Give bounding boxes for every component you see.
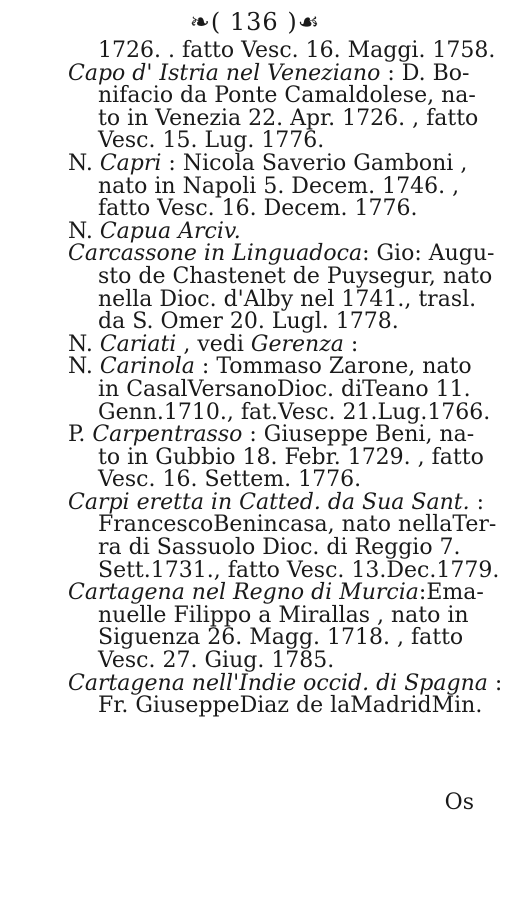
roman-text: : D. Bo- [380, 60, 470, 86]
page-header: ❧( 136 )☙ [189, 8, 321, 36]
text-line-entry [68, 670, 503, 696]
italic-text: Capri [99, 150, 162, 176]
text-line-entry [68, 331, 488, 357]
text-line-continuation [68, 650, 488, 673]
text-line-entry [68, 582, 488, 605]
roman-text: nifacio da Ponte Camaldolese, na- [98, 83, 476, 109]
roman-text: N. [68, 218, 100, 244]
roman-text: fatto Vesc. 16. Decem. 1776. [98, 196, 418, 222]
roman-text: : [343, 331, 359, 357]
roman-text: sto de Chastenet de Puysegur, nato [98, 263, 493, 289]
roman-text: Vesc. 27. Giug. 1785. [98, 648, 335, 674]
italic-text: Capo d' Istria nel Veneziano [68, 60, 381, 86]
roman-text: : Tommaso Zarone, nato [194, 354, 472, 380]
text-line-continuation [68, 469, 488, 492]
roman-text: N. [68, 331, 100, 357]
text-line-continuation [68, 263, 493, 289]
italic-text: Cartagena nel Regno di Murcia [68, 580, 419, 606]
roman-text: : [487, 670, 503, 696]
text-line-continuation [68, 85, 488, 108]
roman-text: to in Gubbio 18. Febr. 1729. , fatto [98, 444, 484, 470]
text-line-continuation [68, 557, 500, 583]
ornament-left-icon: ❧ [189, 8, 211, 36]
roman-text: nato in Napoli 5. Decem. 1746. , [98, 173, 460, 199]
italic-text: Carcassone in Linguadoca [68, 241, 363, 267]
italic-text: Cariati [99, 331, 177, 357]
italic-text: Carpi eretta in Catted. da Sua Sant. [68, 489, 470, 515]
roman-text: Siguenza 26. Magg. 1718. , fatto [98, 625, 464, 651]
roman-text: Genn.1710., fat.Vesc. 21.Lug.1766. [98, 399, 491, 425]
roman-text: P. [68, 422, 93, 448]
roman-text: da S. Omer 20. Lugl. 1778. [98, 309, 399, 335]
text-line-continuation [68, 399, 491, 425]
text-line-continuation [68, 627, 488, 650]
text-line-entry [68, 424, 488, 447]
text-line-continuation [68, 695, 488, 718]
roman-text: nella Dioc. d'Alby nel 1741., trasl. [98, 286, 477, 312]
roman-text: : Nicola Saverio Gamboni , [161, 150, 468, 176]
text-line-entry [68, 241, 495, 267]
roman-text: : Gio: Augu- [362, 241, 495, 267]
italic-text: Gerenza [250, 331, 344, 357]
roman-text: N. [68, 354, 100, 380]
roman-text: Sett.1731., fatto Vesc. 13.Dec.1779. [98, 557, 500, 583]
text-line-continuation [68, 38, 496, 63]
roman-text: , vedi [176, 331, 251, 357]
italic-text: Carpentrasso [92, 422, 243, 448]
page-body [68, 38, 503, 719]
text-line-continuation [68, 512, 497, 538]
text-line-continuation [68, 198, 488, 221]
text-line-continuation [68, 130, 488, 153]
text-line-entry [68, 489, 488, 515]
roman-text: : Giuseppe Beni, na- [242, 422, 475, 448]
text-line-continuation [68, 173, 488, 199]
text-line-continuation [68, 286, 488, 312]
text-line-continuation [68, 537, 488, 560]
text-line-entry [68, 356, 488, 379]
text-line-continuation [68, 444, 488, 470]
italic-text: Capua Arciv. [99, 218, 241, 244]
roman-text: 1726. . fatto Vesc. 16. Maggi. 1758. [98, 38, 496, 63]
text-line-continuation [68, 105, 488, 131]
ornament-right-icon: ☙ [297, 8, 321, 36]
roman-text: Vesc. 15. Lug. 1776. [98, 128, 325, 154]
roman-text: FrancescoBenincasa, nato nellaTer- [98, 512, 497, 538]
text-line-continuation [68, 376, 488, 402]
text-line-entry [68, 150, 488, 176]
roman-text: nuelle Filippo a Mirallas , nato in [98, 602, 469, 628]
roman-text: Fr. GiuseppeDiaz de laMadridMin. [98, 693, 483, 719]
roman-text: to in Venezia 22. Apr. 1726. , fatto [98, 105, 479, 131]
roman-text: N. [68, 150, 100, 176]
roman-text: : [469, 489, 484, 515]
roman-text: ra di Sassuolo Dioc. di Reggio 7. [98, 535, 461, 561]
text-line-entry [68, 218, 488, 244]
text-line-continuation [68, 311, 488, 334]
roman-text: :Ema- [418, 580, 484, 606]
catchword: Os [444, 790, 474, 815]
text-line-entry [68, 60, 488, 86]
page-number: 136 [229, 8, 279, 36]
text-line-continuation [68, 602, 488, 628]
roman-text: in CasalVersanoDioc. diTeano 11. [98, 376, 471, 402]
roman-text: Vesc. 16. Settem. 1776. [98, 467, 362, 493]
italic-text: Carinola [99, 354, 195, 380]
italic-text: Cartagena nell'Indie occid. di Spagna [68, 670, 488, 696]
